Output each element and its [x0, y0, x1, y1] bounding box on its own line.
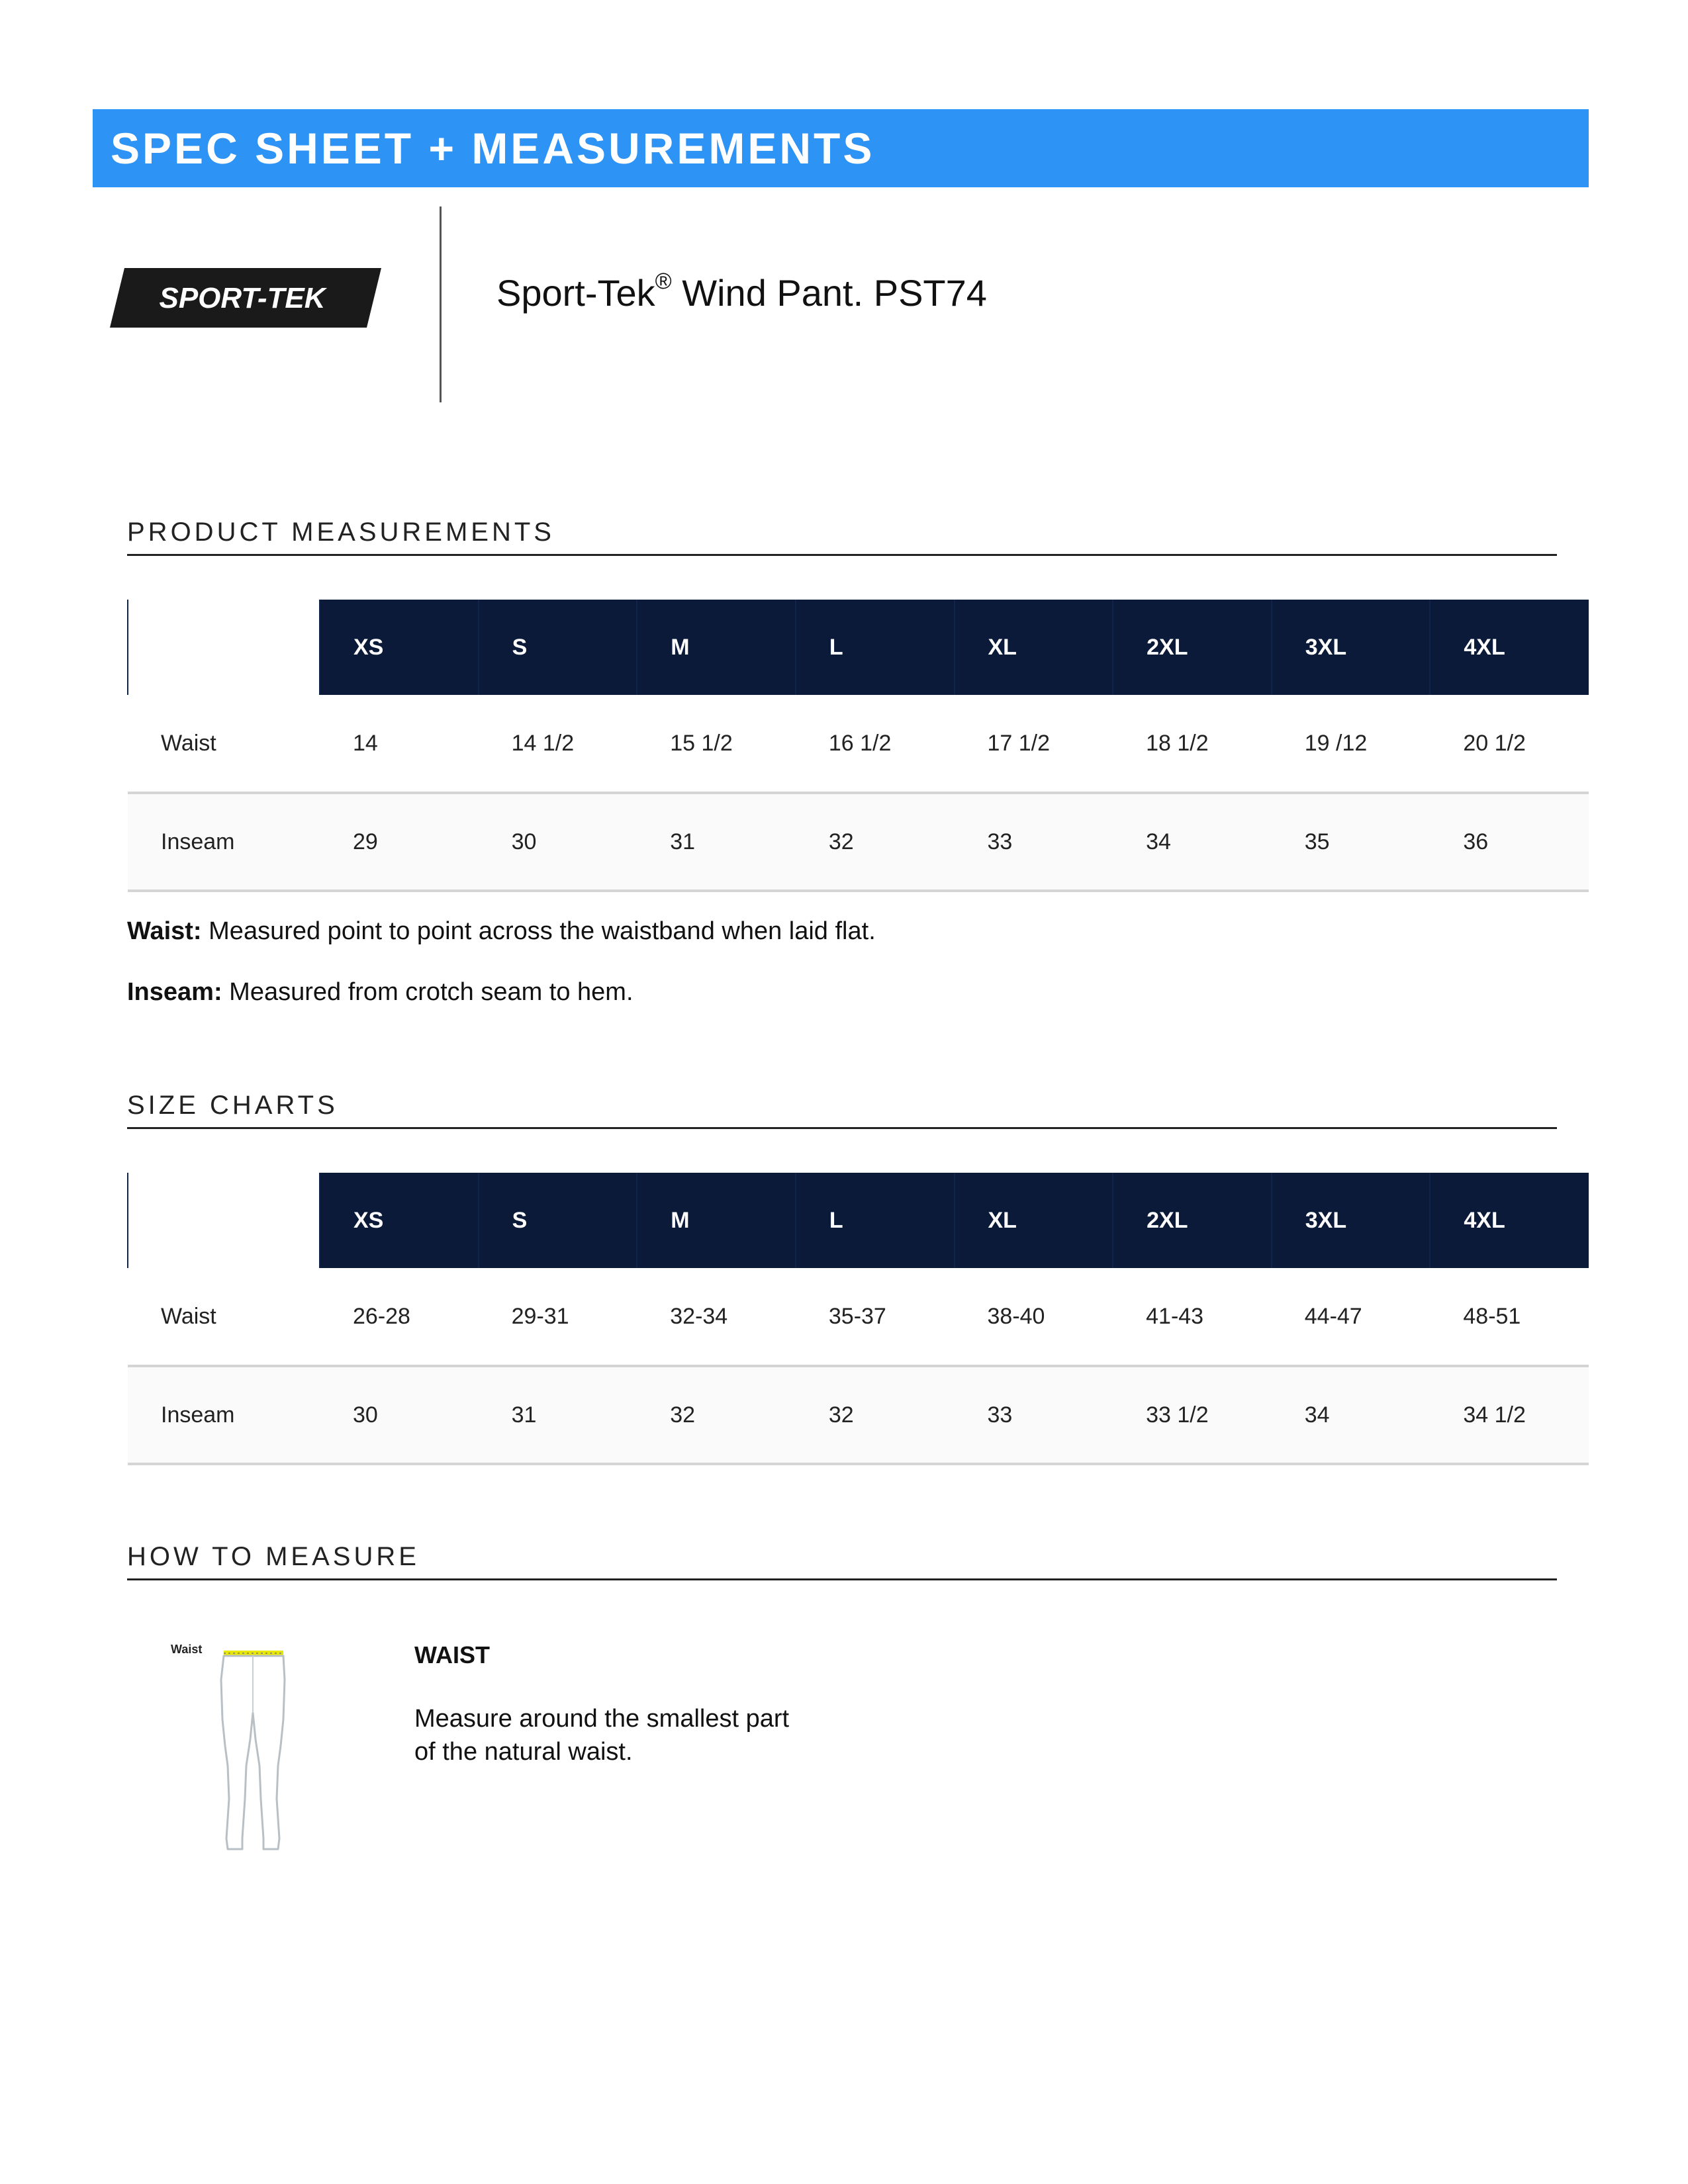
- header-divider: [440, 206, 442, 402]
- table-cell: 32: [796, 1366, 955, 1464]
- illustration-waist-label: Waist: [171, 1643, 203, 1656]
- size-header: 4XL: [1430, 1173, 1589, 1268]
- inseam-note-term: Inseam:: [127, 978, 222, 1006]
- size-charts-heading: SIZE CHARTS: [127, 1091, 1557, 1129]
- size-header: M: [637, 1173, 796, 1268]
- size-header: M: [637, 600, 796, 695]
- inseam-note: [127, 978, 633, 1007]
- table-cell: 44-47: [1272, 1268, 1430, 1366]
- row-label: Waist: [128, 1268, 320, 1366]
- how-to-measure-heading: HOW TO MEASURE: [127, 1542, 1557, 1580]
- table-cell: 32-34: [637, 1268, 796, 1366]
- table-cell: 31: [479, 1366, 637, 1464]
- table-cell: 20 1/2: [1430, 695, 1589, 793]
- size-header: S: [479, 1173, 637, 1268]
- table-cell: 34: [1113, 793, 1272, 891]
- table-cell: 33: [955, 793, 1113, 891]
- table-row: [128, 793, 1589, 891]
- corner-cell: [128, 600, 320, 695]
- size-header: 3XL: [1272, 600, 1430, 695]
- corner-cell: [128, 1173, 320, 1268]
- table-cell: 19 /12: [1272, 695, 1430, 793]
- table-cell: 29: [320, 793, 479, 891]
- table-row: [128, 695, 1589, 793]
- table-cell: 30: [320, 1366, 479, 1464]
- table-cell: 30: [479, 793, 637, 891]
- how-to-measure-title: WAIST: [414, 1641, 490, 1668]
- product-measurements-table: [127, 600, 1589, 892]
- table-cell: 18 1/2: [1113, 695, 1272, 793]
- table-cell: 32: [796, 793, 955, 891]
- table-cell: 34 1/2: [1430, 1366, 1589, 1464]
- inseam-note-text: Measured from crotch seam to hem.: [222, 978, 633, 1006]
- size-header: 4XL: [1430, 600, 1589, 695]
- row-label: Inseam: [128, 1366, 320, 1464]
- size-header: XL: [955, 600, 1113, 695]
- size-header: 3XL: [1272, 1173, 1430, 1268]
- size-header: L: [796, 1173, 955, 1268]
- product-measurements-heading: PRODUCT MEASUREMENTS: [127, 518, 1557, 556]
- table-cell: 15 1/2: [637, 695, 796, 793]
- registered-mark: ®: [655, 269, 672, 295]
- table-cell: 26-28: [320, 1268, 479, 1366]
- row-label: Waist: [128, 695, 320, 793]
- table-cell: 31: [637, 793, 796, 891]
- size-header: XS: [320, 600, 479, 695]
- row-label: Inseam: [128, 793, 320, 891]
- size-header: XL: [955, 1173, 1113, 1268]
- sport-tek-logo: [110, 268, 381, 328]
- table-cell: 34: [1272, 1366, 1430, 1464]
- table-row: [128, 1268, 1589, 1366]
- table-cell: 41-43: [1113, 1268, 1272, 1366]
- table-cell: 48-51: [1430, 1268, 1589, 1366]
- pants-illustration: [171, 1640, 290, 1865]
- product-title: [496, 271, 987, 314]
- table-cell: 14 1/2: [479, 695, 637, 793]
- page-banner: [93, 109, 1589, 187]
- size-header: L: [796, 600, 955, 695]
- size-header-row: [128, 600, 1589, 695]
- table-cell: 33 1/2: [1113, 1366, 1272, 1464]
- product-brand: Sport-Tek: [496, 272, 655, 314]
- table-cell: 35-37: [796, 1268, 955, 1366]
- table-cell: 29-31: [479, 1268, 637, 1366]
- table-cell: 33: [955, 1366, 1113, 1464]
- size-header: S: [479, 600, 637, 695]
- size-header: 2XL: [1113, 1173, 1272, 1268]
- table-cell: 35: [1272, 793, 1430, 891]
- table-cell: 36: [1430, 793, 1589, 891]
- description-line: of the natural waist.: [414, 1738, 633, 1766]
- waist-note-text: Measured point to point across the waistband when laid flat.: [201, 917, 876, 945]
- how-to-measure-description: [414, 1702, 865, 1768]
- table-cell: 17 1/2: [955, 695, 1113, 793]
- product-model: Wind Pant. PST74: [671, 272, 987, 314]
- size-header-row: [128, 1173, 1589, 1268]
- page-title: SPEC SHEET + MEASUREMENTS: [111, 124, 875, 173]
- size-charts-table: [127, 1173, 1589, 1465]
- table-row: [128, 1366, 1589, 1464]
- table-cell: 38-40: [955, 1268, 1113, 1366]
- size-header: XS: [320, 1173, 479, 1268]
- size-header: 2XL: [1113, 600, 1272, 695]
- waist-note-term: Waist:: [127, 917, 202, 945]
- table-cell: 32: [637, 1366, 796, 1464]
- waist-note: [127, 917, 876, 946]
- description-line: Measure around the smallest part: [414, 1705, 790, 1733]
- logo-wordmark: SPORT-TEK: [159, 282, 326, 314]
- table-cell: 16 1/2: [796, 695, 955, 793]
- table-cell: 14: [320, 695, 479, 793]
